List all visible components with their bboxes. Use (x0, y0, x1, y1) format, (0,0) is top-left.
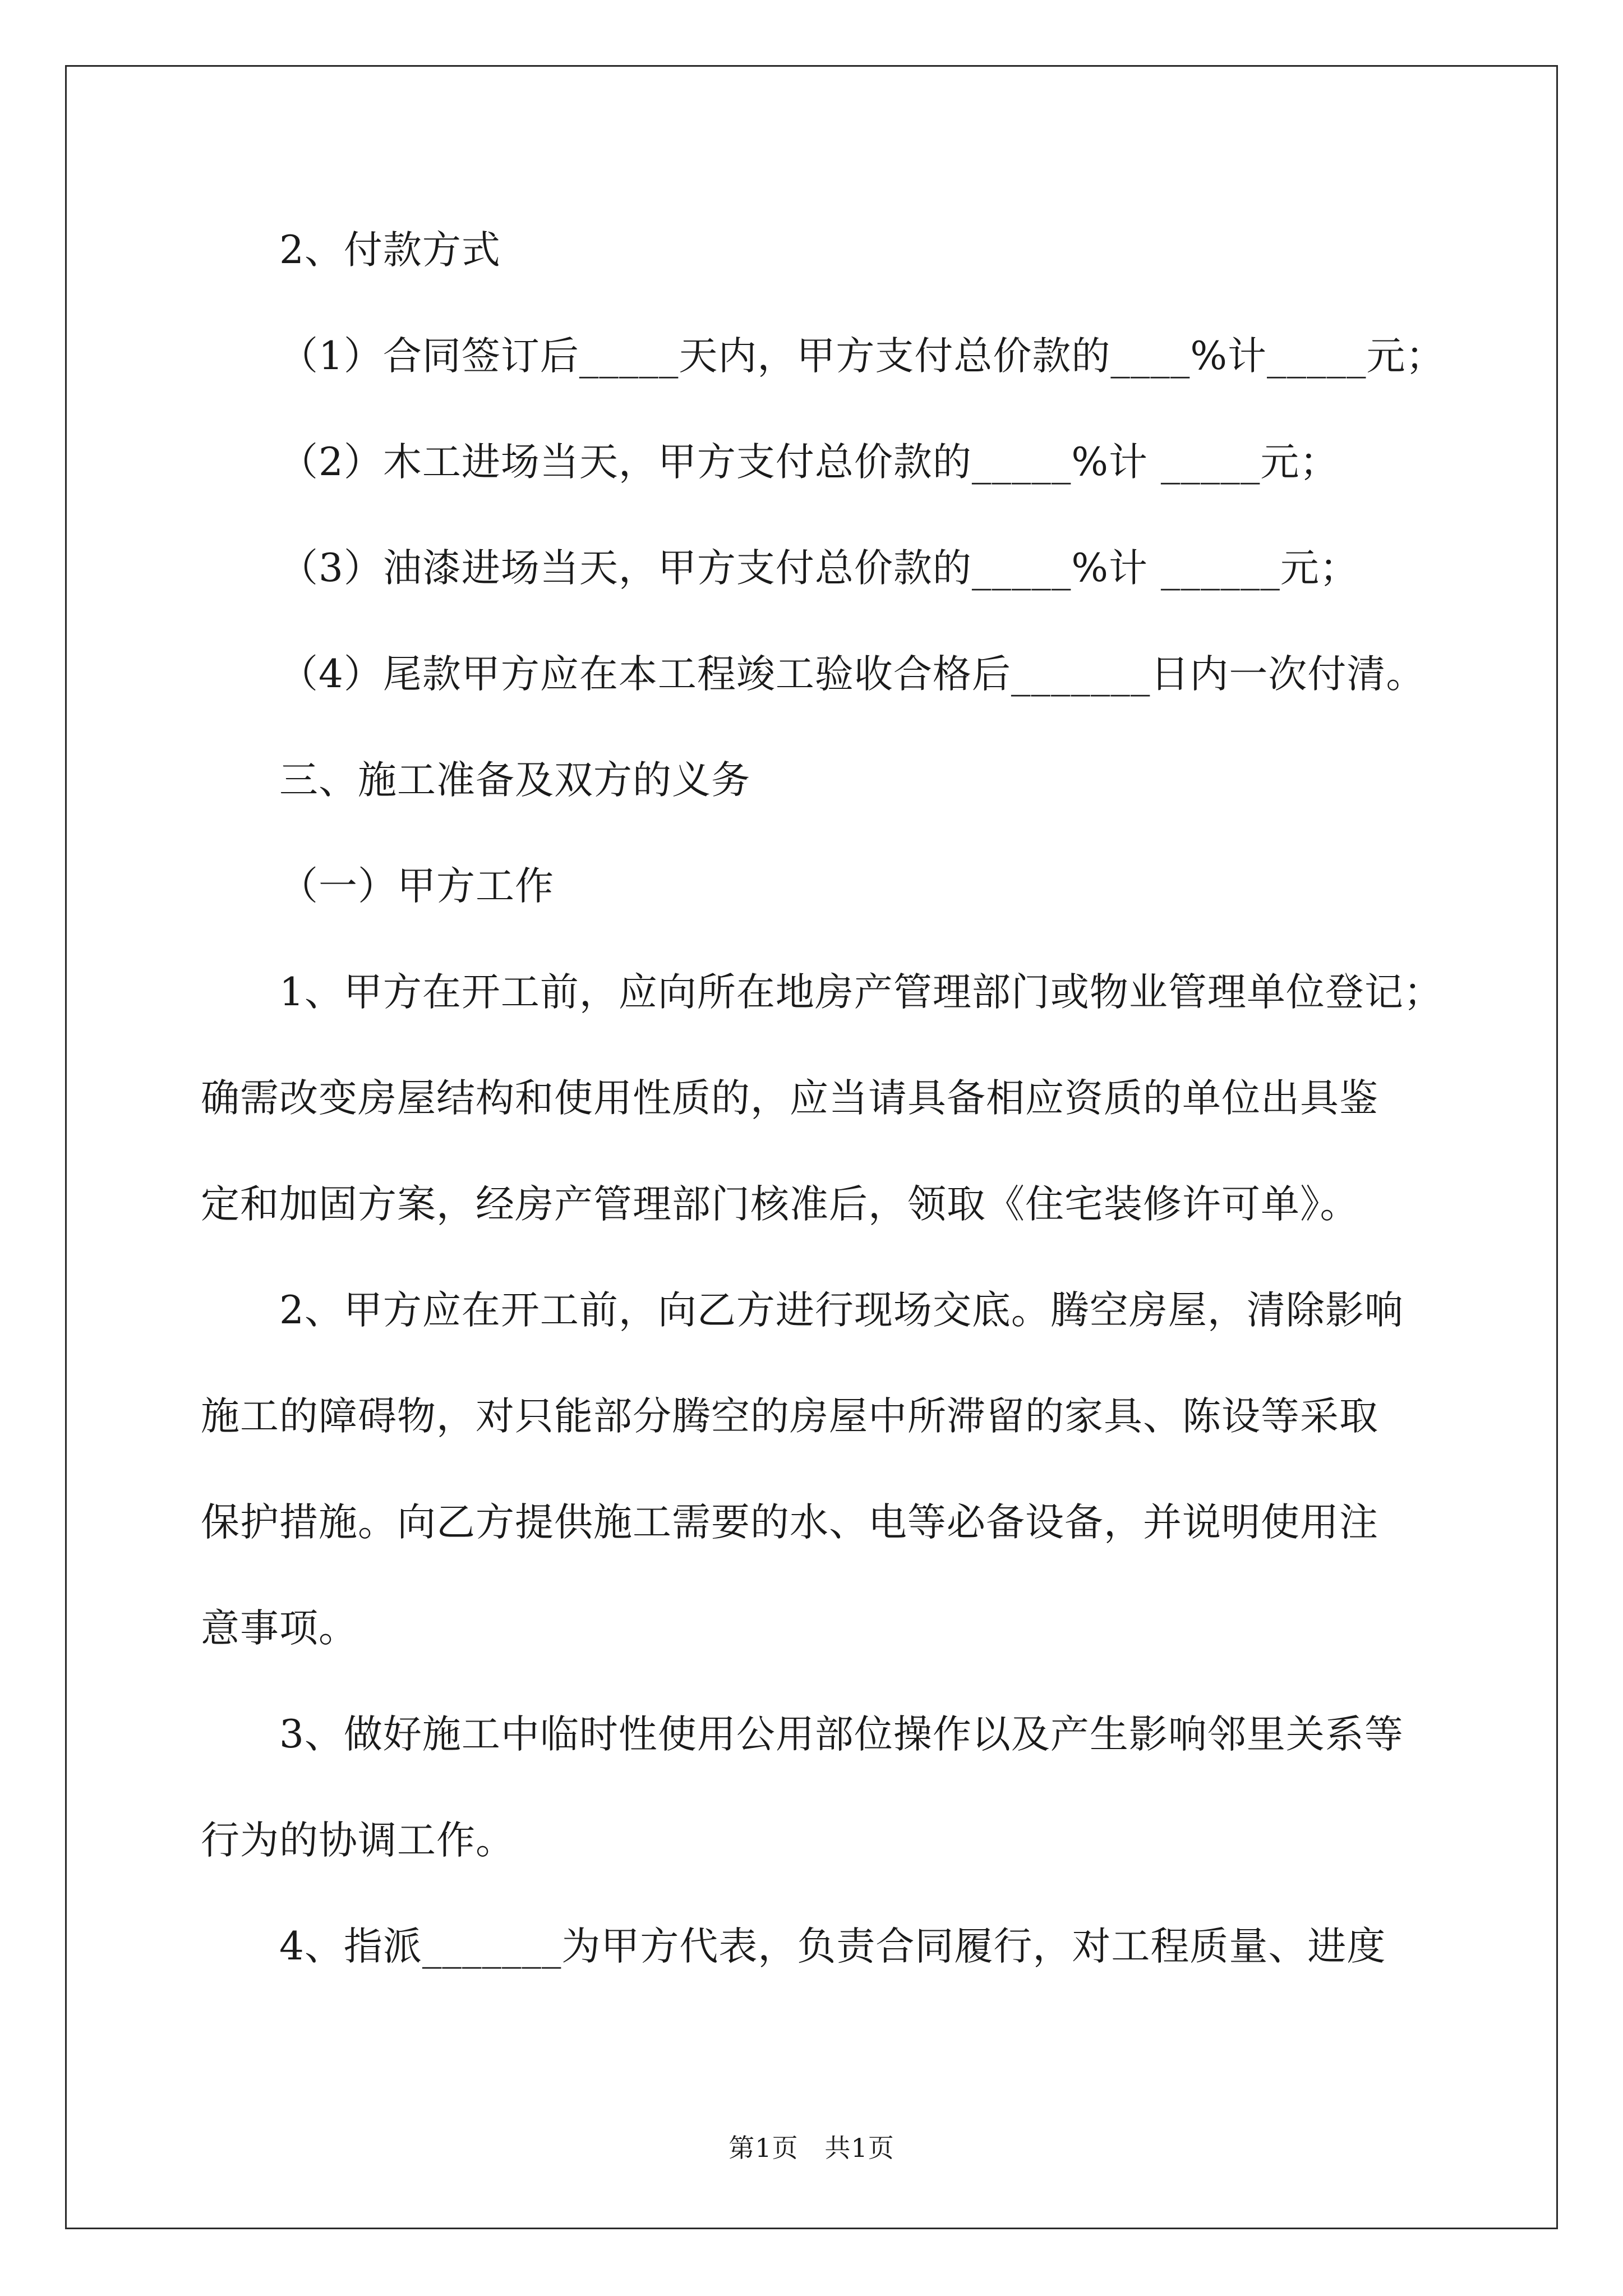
paragraph-1-line-3: 定和加固方案，经房产管理部门核准后，领取《住宅装修许可单》。 (201, 1182, 1359, 1227)
paragraph-3-line-1: 3、做好施工中临时性使用公用部位操作以及产生影响邻里关系等 (279, 1712, 1404, 1757)
heading-section-three: 三、施工准备及双方的义务 (279, 758, 750, 803)
paragraph-1-line-2: 确需改变房屋结构和使用性质的，应当请具备相应资质的单位出具鉴 (201, 1076, 1378, 1121)
paragraph-2-line-3: 保护措施。向乙方提供施工需要的水、电等必备设备，并说明使用注 (201, 1500, 1378, 1545)
paragraph-2-line-2: 施工的障碍物，对只能部分腾空的房屋中所滞留的家具、陈设等采取 (201, 1394, 1378, 1439)
page-border (65, 65, 1558, 2229)
paragraph-3-line-2: 行为的协调工作。 (201, 1818, 515, 1863)
page-footer: 第1页 共1页 (728, 2133, 895, 2163)
clause-payment-3: （3）油漆进场当天，甲方支付总价款的_____%计 ______元； (279, 546, 1359, 591)
clause-payment-4: （4）尾款甲方应在本工程竣工验收合格后_______日内一次付清。 (279, 652, 1426, 697)
paragraph-1-line-1: 1、甲方在开工前，应向所在地房产管理部门或物业管理单位登记； (279, 970, 1443, 1015)
paragraph-2-line-4: 意事项。 (201, 1606, 358, 1651)
heading-payment-method: 2、付款方式 (279, 228, 501, 273)
heading-party-a-work: （一）甲方工作 (279, 864, 554, 909)
paragraph-4-line-1: 4、指派_______为甲方代表，负责合同履行，对工程质量、进度 (279, 1924, 1386, 1969)
paragraph-2-line-1: 2、甲方应在开工前，向乙方进行现场交底。腾空房屋，清除影响 (279, 1288, 1404, 1333)
clause-payment-1: （1）合同签订后_____天内，甲方支付总价款的____%计_____元； (279, 334, 1445, 379)
clause-payment-2: （2）木工进场当天，甲方支付总价款的_____%计 _____元； (279, 440, 1339, 485)
